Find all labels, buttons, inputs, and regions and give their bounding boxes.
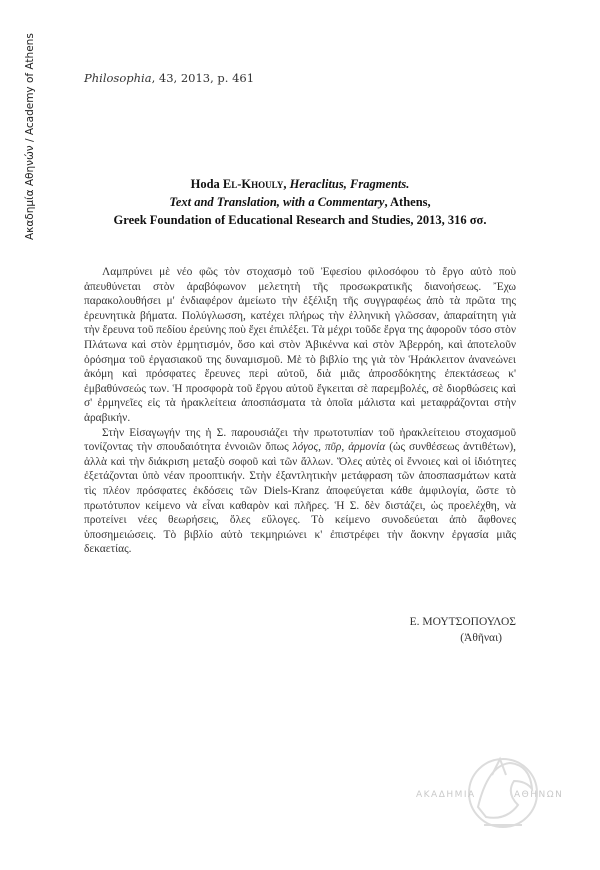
reviewer-place: (Ἀθῆναι) [460, 632, 502, 644]
journal-reference [84, 71, 254, 85]
term-logos: λόγος [292, 441, 319, 454]
term-pyr: πῦρ [324, 441, 342, 454]
heading-line-2 [84, 193, 516, 211]
book-city: , Athens, [384, 195, 431, 209]
reviewer-name: Ε. ΜΟΥΤΣΟΠΟΥΛΟΣ [409, 616, 516, 628]
paragraph-1: Λαμπρύνει μὲ νέο φῶς τὸν στοχασμὸ τοῦ Ἐφεσίου φιλοσόφου τὸ ἔργο αὐτὸ ποὺ ἀπευθύνεται στὸν ἀραβόφωνον μελετητὴ τῆς προσωκρατικῆς διανοήσεως. Ἔχω παρακολουθήσει μ' ἐνδιαφέρον ἀμείωτο τὴν ἐξέλιξη τῆς συγγραφέως ἀπὸ τὰ πρῶτα της ἐρευνητικὰ βήματα. Πολύγλωσση, κατέχει πλήρως τὴν ἑλληνικὴ γλῶσσαν, ἀπαραίτητη γιὰ τὴν ἔρευνα τοῦ πεδίου ἐρεύνης ποὺ ἔχει ἐπιλέξει. Τὰ μέχρι τοῦδε ἔργα της ἀφοροῦν τόσο στὸν Πλάτωνα καὶ στὸν ἑρμητισμόν, ὅσο καὶ στὸν Ἀβικέννα καὶ στὸν Ἀβερρόη, καὶ ἀποτελοῦν ὀρόσημα τοῦ ἐργασιακοῦ της δυναμισμοῦ. Μὲ τὸ βιβλίο της γιὰ τὸν Ἡράκλειτον ἀνανεώνει ἀκόμη καὶ πρόσφατες ἔρευνες περὶ αὐτοῦ, διὰ μιᾶς ἀπροσδόκητης ἐπεκτάσεως κ' ἐμβαθύνσεώς των. Ἡ προσφορὰ τοῦ ἔργου αὐτοῦ ἔγκειται σὲ παρεμβολές, σὲ διορθώσεις καὶ σ' ἑρμηνεῖες εἰς τὰ ἡρακλείτεια ἀποσπάσματα τὰ ὁποῖα μάλιστα καὶ μεταφράζονται στὴν ἀραβικήν. [84, 266, 516, 424]
reviewer-signature [410, 614, 516, 646]
book-subtitle: Text and Translation, with a Commentary [169, 195, 385, 209]
paragraph-2: Στὴν Εἰσαγωγήν της ἡ Σ. παρουσιάζει τὴν πρωτοτυπίαν τοῦ ἡρακλείτειου στοχασμοῦ τονίζοντας τὴν σπουδαιότητα ἐννοιῶν ὅπως λόγος, πῦρ, ἁρμονία (ὡς συνθέσεως ἀντιθέτων), ἀλλὰ καὶ τὴν διάκριση μεταξὺ σοφοῦ καὶ τῶν ἄλλων. Ὅλες αὐτὲς οἱ ἔννοιες καὶ οἱ ἰδιότητες ἐξετάζονται ὑπὸ νέαν προοπτικήν. Στὴν ἐξαντλητικὴν μετάφραση τῶν ἀποσπασμάτων κατὰ τὶς πλέον πρόσφατες ἐκδόσεις τῶν Diels-Kranz ἀποφεύγεται κάθε ἀμφιλογία, ὥστε τὸ πρωτότυπον κείμενο νὰ εἶναι καθαρὸν καὶ πλῆρες. Ἡ Σ. δὲν διστάζει, ὡς προελέχθη, νὰ προτείνει νέες θεωρήσεις, ὅλες εὔλογες. Τὸ κείμενο συνοδεύεται ἀπὸ ἄφθονες ὑποσημειώσεις. Τὸ βιβλίο αὐτὸ τεκμηριώνει κ' ἐπιστρέφει τὴν ἄοκνην ἐργασία μιᾶς δεκαετίας. [84, 426, 517, 556]
watermark-left: ΑΚΑΔΗΜΙΑ [416, 790, 476, 800]
author-last: El-Khouly [222, 177, 284, 191]
author-first: Hoda [190, 177, 223, 191]
side-label [24, 33, 40, 240]
watermark-right: ΑΘΗΝΩΝ [514, 790, 564, 800]
heading-line-3: Greek Foundation of Educational Research and Studies, 2013, 316 σσ. [113, 213, 487, 227]
journal-name: Philosophia [84, 71, 152, 85]
book-title: Heraclitus, Fragments. [289, 177, 410, 191]
side-label-text: Ακαδημία Αθηνών / Academy of Athens [24, 33, 36, 240]
review-heading [84, 175, 516, 229]
term-harmonia: ἁρμονία [348, 441, 386, 454]
heading-line-1: Hoda El-Khouly, Heraclitus, Fragments. [190, 177, 410, 191]
review-body [84, 265, 516, 557]
journal-volume: , 43, 2013, p. 461 [151, 71, 255, 85]
